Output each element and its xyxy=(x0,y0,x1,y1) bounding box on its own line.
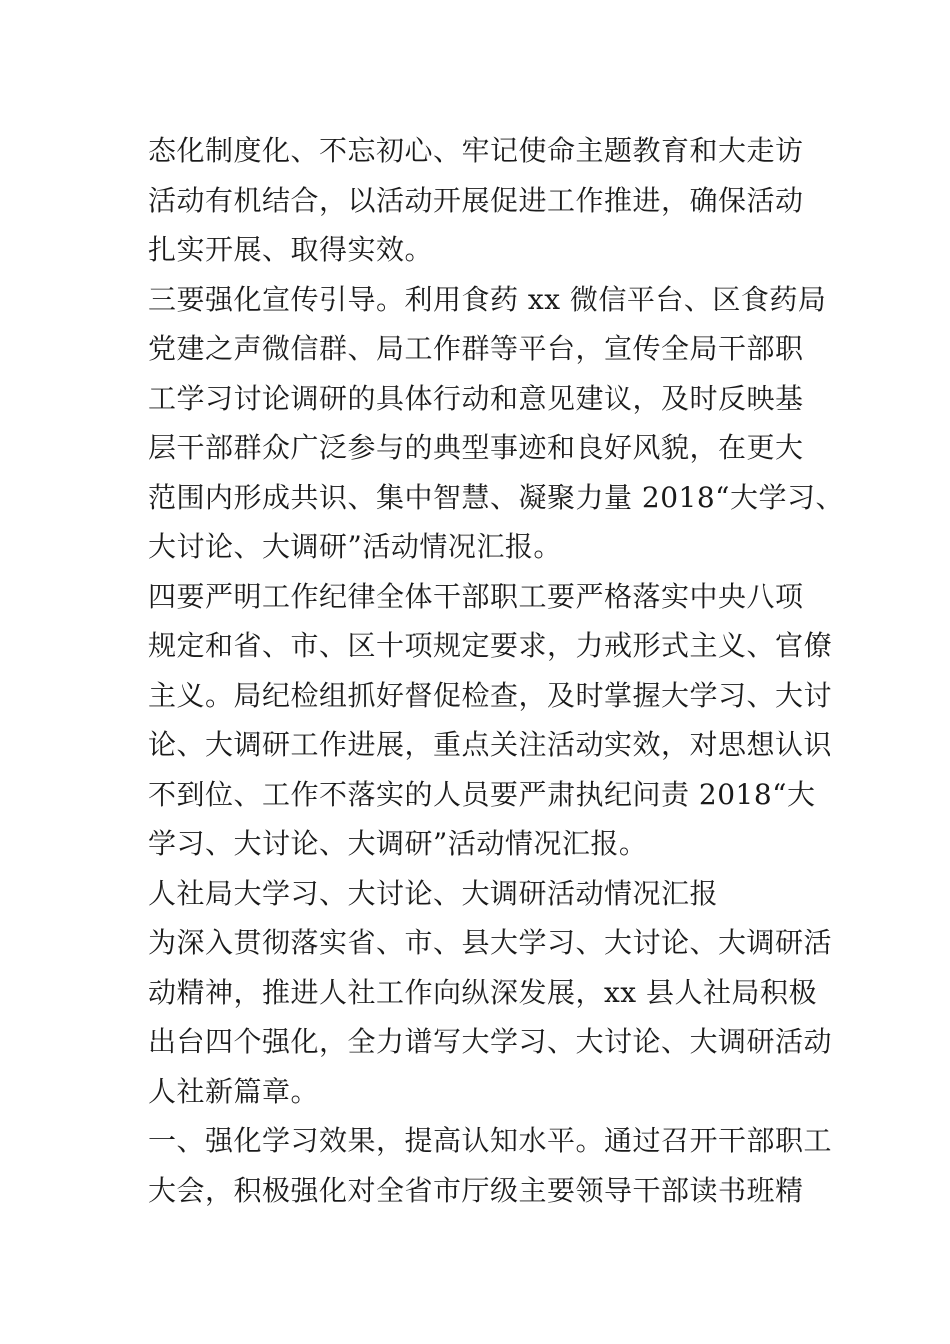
text-line: 四要严明工作纪律全体干部职工要严格落实中央八项 xyxy=(148,579,804,613)
text-line: 动精神，推进人社工作向纵深发展，xx 县人社局积极 xyxy=(148,975,817,1009)
text-line: 态化制度化、不忘初心、牢记使命主题教育和大走访 xyxy=(148,134,804,167)
text-line: 人社新篇章。 xyxy=(148,1074,320,1108)
text-line: 大讨论、大调研”活动情况汇报。 xyxy=(148,530,562,563)
text-line: 主义。局纪检组抓好督促检查，及时掌握大学习、大讨 xyxy=(148,678,833,712)
text-line: 规定和省、市、区十项规定要求，力戒形式主义、官僚 xyxy=(148,629,833,662)
text-line: 学习、大讨论、大调研”活动情况汇报。 xyxy=(148,827,648,860)
text-line: 大会，积极强化对全省市厅级主要领导干部读书班精 xyxy=(148,1173,804,1207)
text-line: 为深入贯彻落实省、市、县大学习、大讨论、大调研活 xyxy=(148,926,833,959)
text-line: 活动有机结合，以活动开展促进工作推进，确保活动 xyxy=(148,183,804,217)
text-line: 不到位、工作不落实的人员要严肃执纪问责 2018“大 xyxy=(148,777,816,811)
text-line: 层干部群众广泛参与的典型事迹和良好风貌，在更大 xyxy=(148,431,804,464)
text-line: 论、大调研工作进展，重点关注活动实效，对思想认识 xyxy=(148,728,833,761)
text-line: 范围内形成共识、集中智慧、凝聚力量 2018“大学习、 xyxy=(148,480,844,514)
text-line: 党建之声微信群、局工作群等平台，宣传全局干部职 xyxy=(148,332,804,365)
text-line: 扎实开展、取得实效。 xyxy=(148,233,434,266)
text-line: 出台四个强化，全力谱写大学习、大讨论、大调研活动 xyxy=(148,1025,833,1058)
text-line: 一、强化学习效果，提高认知水平。通过召开干部职工 xyxy=(148,1124,833,1157)
text-line: 人社局大学习、大讨论、大调研活动情况汇报 xyxy=(148,876,719,910)
text-line: 三要强化宣传引导。利用食药 xx 微信平台、区食药局 xyxy=(148,282,827,316)
document-body xyxy=(148,126,844,1215)
text-line: 工学习讨论调研的具体行动和意见建议，及时反映基 xyxy=(148,381,804,415)
